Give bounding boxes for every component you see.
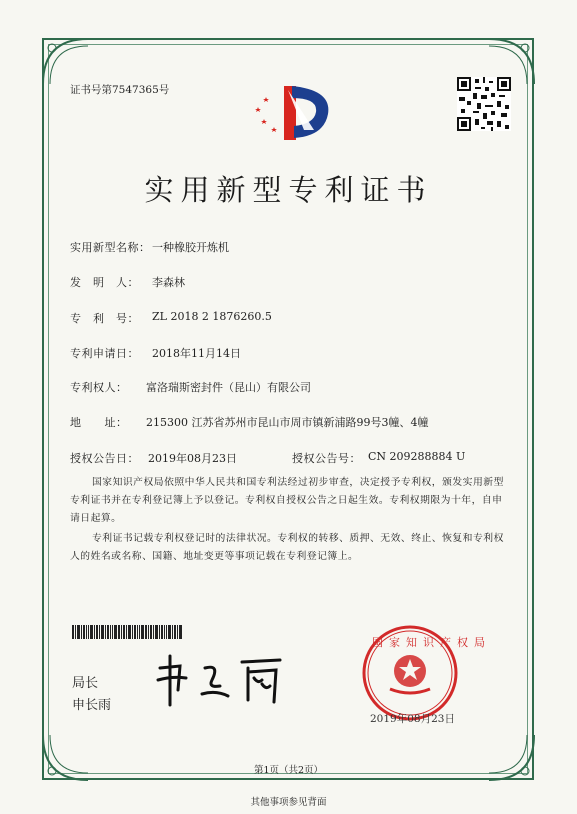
corner-ornament-top-left bbox=[38, 34, 93, 89]
director-signature bbox=[150, 650, 290, 710]
inventor-value: 李森林 bbox=[152, 276, 185, 289]
back-note: 其他事项参见背面 bbox=[250, 797, 327, 808]
address-label: 地 址： bbox=[70, 416, 128, 429]
director-title: 局长 bbox=[72, 676, 99, 691]
page-number: 第1页（共2页） bbox=[253, 765, 324, 776]
barcode bbox=[72, 624, 182, 638]
statement-paragraph-2: 专利证书记载专利权登记时的法律状况。专利权的转移、质押、无效、终止、恢复和专利权人的姓名或名称、国籍、地址变更等事项记载在专利登记簿上。 bbox=[70, 533, 504, 562]
corner-ornament-bottom-right bbox=[484, 730, 539, 785]
filing-date-label: 专利申请日： bbox=[70, 347, 139, 360]
statement-paragraph-1: 国家知识产权局依照中华人民共和国专利法经过初步审查，决定授予专利权，颁发实用新型专利证书并在专利登记簿上予以登记。专利权自授权公告之日起生效。专利权期限为十年，自申请日起算。 bbox=[70, 477, 504, 524]
name-value: 一种橡胶开炼机 bbox=[152, 241, 229, 254]
director-name: 申长雨 bbox=[72, 698, 112, 713]
grant-number-label: 授权公告号： bbox=[292, 452, 361, 465]
patent-number-label: 专 利 号： bbox=[70, 312, 139, 325]
seal-date: 2019年08月23日 bbox=[370, 713, 455, 725]
inventor-label: 发 明 人： bbox=[70, 276, 139, 289]
seal-text: 国家知识产权局 bbox=[372, 636, 491, 649]
page-title: 实用新型专利证书 bbox=[144, 173, 433, 207]
corner-ornament-bottom-left bbox=[38, 730, 93, 785]
grant-date-label: 授权公告日： bbox=[70, 452, 139, 465]
address-value: 215300 江苏省苏州市昆山市周市镇新浦路99号3幢、4幢 bbox=[146, 416, 429, 429]
qr-code bbox=[457, 77, 511, 131]
certificate-number: 证书号第7547365号 bbox=[70, 84, 170, 96]
grant-date-value: 2019年08月23日 bbox=[148, 452, 237, 465]
filing-date-value: 2018年11月14日 bbox=[152, 347, 241, 360]
name-label: 实用新型名称： bbox=[70, 241, 151, 254]
patentee-value: 富洛瑞斯密封件（昆山）有限公司 bbox=[146, 381, 311, 394]
patent-number-value: ZL 2018 2 1876260.5 bbox=[152, 310, 272, 323]
grant-number-value: CN 209288884 U bbox=[368, 450, 466, 463]
cnipa-logo bbox=[248, 80, 338, 142]
patentee-label: 专利权人： bbox=[70, 381, 128, 394]
